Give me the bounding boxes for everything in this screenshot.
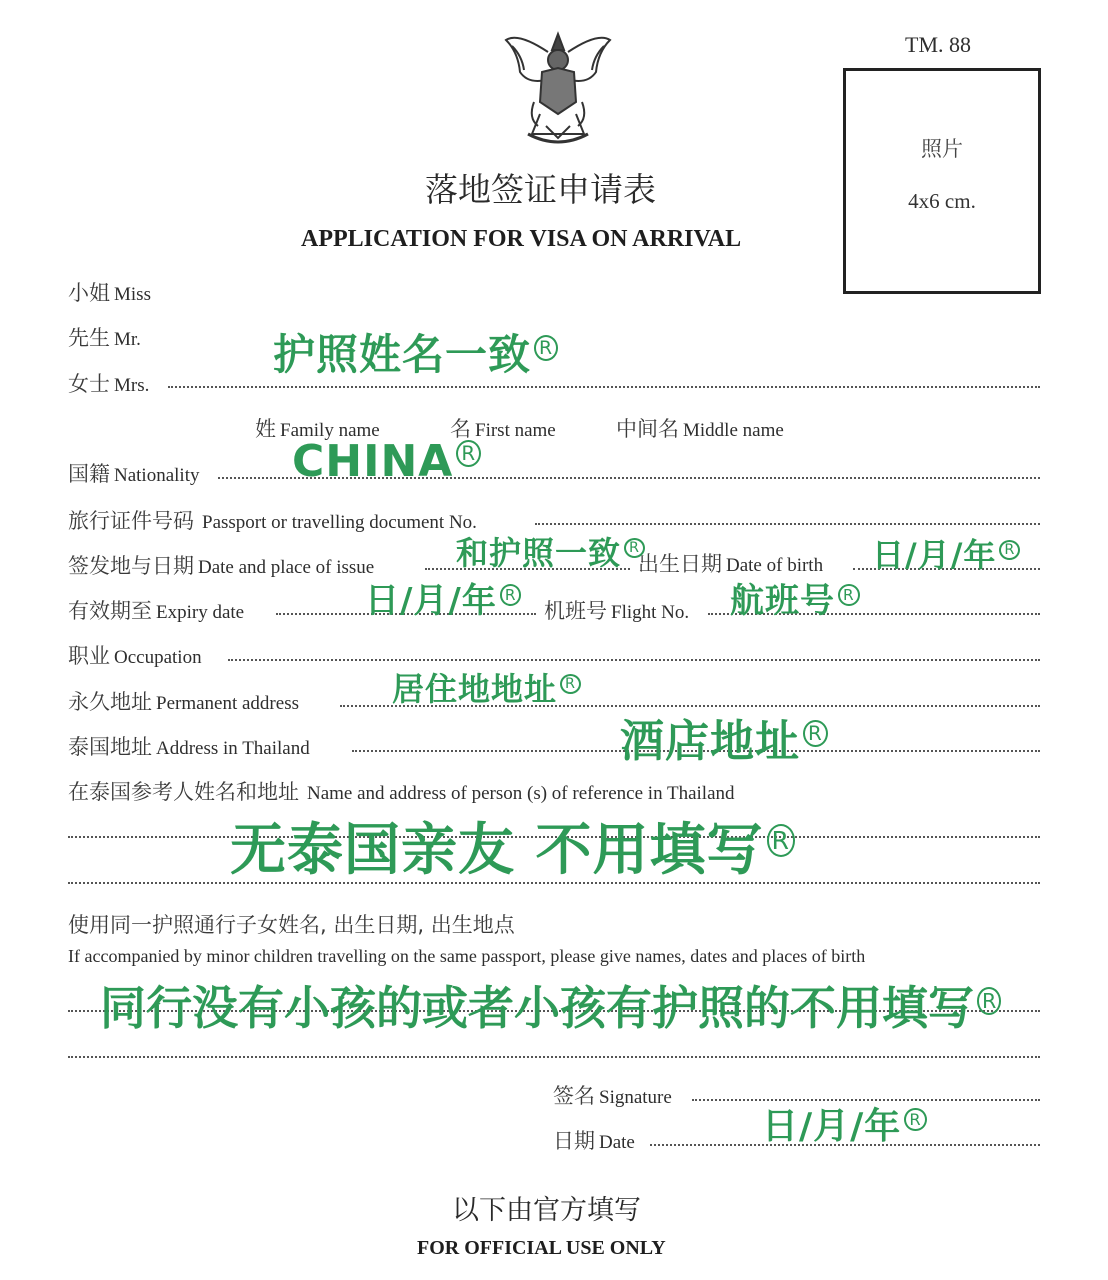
photo-size: 4x6 cm. [908,189,976,213]
note-issue: 和护照一致 $^R$ [456,528,645,574]
date-label: 日期 Date [553,1129,635,1153]
passport-label: 旅行证件号码 Passport or travelling document No. [68,509,477,533]
photo-label: 照片 [921,137,963,161]
passport-line[interactable] [535,523,1040,525]
note-permanent-address: 居住地地址 $^R$ [392,664,581,710]
miss-label: 小姐 Miss [68,281,151,305]
note-flight: 航班号 $^R$ [730,573,860,622]
form-number: TM. 88 [905,32,971,57]
official-use-en: FOR OFFICIAL USE ONLY [417,1237,666,1259]
children-label-zh: 使用同一护照通行子女姓名, 出生日期, 出生地点 [68,913,515,937]
note-nationality: CHINA $^R$ [292,436,481,487]
middle-name-label: 中间名 Middle name [616,417,784,441]
children-label-en: If accompanied by minor children travelling on the same passport, please give names, dates and places of birth [68,946,866,966]
name-line[interactable] [168,386,1040,388]
expiry-label: 有效期至 Expiry date [68,599,245,623]
first-name-label: 名 First name [450,417,556,441]
thailand-address-label: 泰国地址 Address in Thailand [68,735,310,759]
title-en: APPLICATION FOR VISA ON ARRIVAL [301,226,742,252]
birth-label: 出生日期 Date of birth [638,552,824,576]
occupation-line[interactable] [228,659,1040,661]
note-birth: 日/月/年 $^R$ [872,530,1020,576]
garuda-emblem-icon [498,22,618,150]
note-date: 日/月/年 $^R$ [762,1098,927,1149]
occupation-label: 职业 Occupation [68,644,202,668]
mr-label: 先生 Mr. [68,326,141,350]
note-reference: 无泰国亲友 不用填写 $^R$ [230,806,795,886]
note-expiry: 日/月/年 $^R$ [365,573,521,622]
children-line-2[interactable] [68,1056,1040,1058]
note-thailand-address: 酒店地址 $^R$ [620,705,828,769]
issue-label: 签发地与日期 Date and place of issue [68,554,375,578]
photo-box [843,68,1041,294]
note-name: 护照姓名一致 $^R$ [273,322,558,382]
permanent-address-label: 永久地址 Permanent address [68,690,299,714]
note-children: 同行没有小孩的或者小孩有护照的不用填写 $^R$ [100,972,1001,1038]
reference-label: 在泰国参考人姓名和地址 Name and address of person (s) of reference in Thailand [68,780,735,804]
family-name-label: 姓 Family name [255,417,380,441]
official-use-zh: 以下由官方填写 [452,1195,641,1226]
flight-label: 机班号 Flight No. [544,599,690,623]
signature-label: 签名 Signature [553,1084,672,1108]
nationality-label: 国籍 Nationality [68,462,200,486]
title-zh: 落地签证申请表 [425,170,656,209]
mrs-label: 女士 Mrs. [68,372,150,396]
